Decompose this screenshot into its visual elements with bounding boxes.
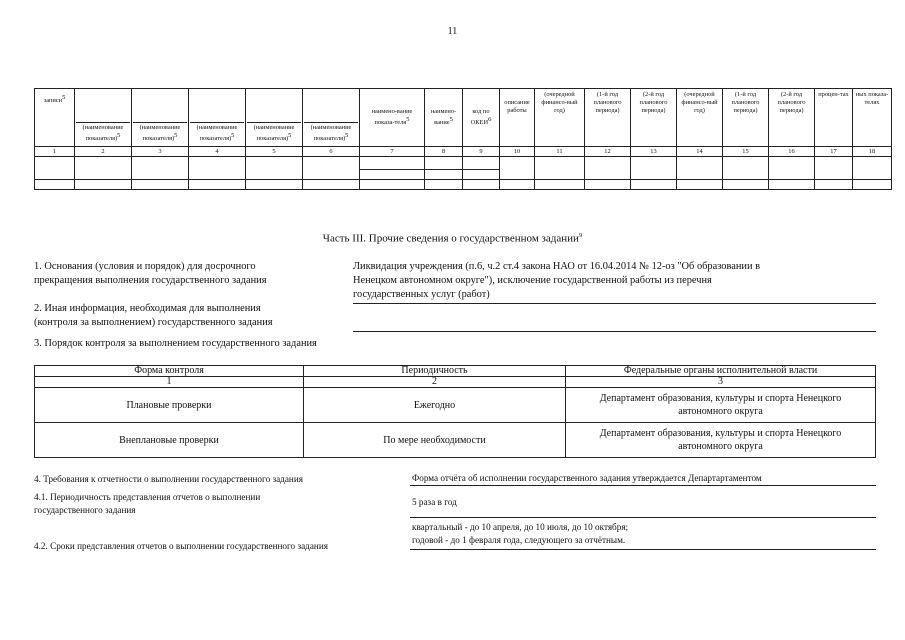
column-number: 9	[463, 147, 500, 157]
table-cell	[677, 180, 723, 190]
table-cell	[35, 180, 75, 190]
table-cell	[535, 180, 585, 190]
section-1-underline	[353, 303, 876, 304]
column-number: 15	[723, 147, 769, 157]
table-cell	[246, 170, 303, 180]
table-cell	[677, 157, 723, 170]
table-cell	[500, 170, 535, 180]
header-col-17: процен-тах	[815, 89, 853, 147]
table-cell	[75, 170, 132, 180]
header-col-16: (2-й год планового периода)	[769, 89, 815, 147]
header-col-1: записи$^5$	[35, 89, 75, 147]
section-4-1-underline	[410, 517, 876, 518]
header-col-6: (наименование показателя)$^5$	[303, 89, 360, 147]
column-number: 10	[500, 147, 535, 157]
section-4-2-label: 4.2. Сроки представления отчетов о выполнении государственного задания	[34, 541, 328, 551]
table-cell	[853, 170, 892, 180]
table-cell	[132, 157, 189, 170]
table-row	[35, 423, 876, 458]
table-cell	[246, 157, 303, 170]
column-number: 11	[535, 147, 585, 157]
control-period: По мере необходимости	[304, 423, 566, 458]
table-cell	[769, 157, 815, 170]
table-cell	[303, 170, 360, 180]
section-2-underline	[353, 331, 876, 332]
table-cell	[463, 170, 500, 180]
column-number: 4	[189, 147, 246, 157]
header-col-8: наимено-вание$^5$	[425, 89, 463, 147]
table-cell	[815, 157, 853, 170]
control-number-3: 3	[566, 377, 876, 388]
table-cell	[815, 180, 853, 190]
column-number: 16	[769, 147, 815, 157]
control-number-2: 2	[304, 377, 566, 388]
indicators-table	[34, 88, 892, 190]
column-number: 13	[631, 147, 677, 157]
table-cell	[303, 180, 360, 190]
table-cell	[132, 170, 189, 180]
control-period: Ежегодно	[304, 388, 566, 423]
table-cell	[425, 180, 463, 190]
column-numbers-row	[35, 147, 892, 157]
column-number: 1	[35, 147, 75, 157]
table-cell	[246, 180, 303, 190]
header-col-7: наимено-вание показа-теля$^5$	[360, 89, 425, 147]
page-number: 11	[447, 26, 458, 37]
table-cell	[631, 170, 677, 180]
table-cell	[463, 157, 500, 170]
control-form: Плановые проверки	[35, 388, 304, 423]
section-4-label: 4. Требования к отчетности о выполнении государственного задания	[34, 474, 303, 484]
table-cell	[723, 180, 769, 190]
table-cell	[189, 170, 246, 180]
table-cell	[75, 180, 132, 190]
column-number: 17	[815, 147, 853, 157]
table-cell	[769, 180, 815, 190]
control-number-1: 1	[35, 377, 304, 388]
header-col-9: код по ОКЕИ$^6$	[463, 89, 500, 147]
control-header-form: Форма контроля	[35, 366, 304, 377]
column-number: 12	[585, 147, 631, 157]
table-cell	[500, 180, 535, 190]
column-number: 3	[132, 147, 189, 157]
column-number: 7	[360, 147, 425, 157]
table-row	[35, 157, 892, 170]
table-cell	[815, 170, 853, 180]
part-title: Часть III. Прочие сведения о государственном задании$^9$	[322, 232, 583, 245]
table-cell	[585, 157, 631, 170]
section-4-2-underline	[410, 549, 876, 550]
column-number: 2	[75, 147, 132, 157]
section-4-1-value: 5 раза в год	[412, 497, 457, 507]
table-cell	[631, 180, 677, 190]
table-cell	[723, 157, 769, 170]
table-cell	[303, 157, 360, 170]
header-col-5: (наименование показателя)$^5$	[246, 89, 303, 147]
control-header-org: Федеральные органы исполнительной власти	[566, 366, 876, 377]
column-number: 5	[246, 147, 303, 157]
header-col-15: (1-й год планового периода)	[723, 89, 769, 147]
header-col-10: описание работы	[500, 89, 535, 147]
table-cell	[35, 157, 75, 170]
table-cell	[425, 170, 463, 180]
table-cell	[585, 180, 631, 190]
table-cell	[500, 157, 535, 170]
table-row	[35, 180, 892, 190]
control-form: Внеплановые проверки	[35, 423, 304, 458]
table-cell	[35, 170, 75, 180]
table-cell	[769, 170, 815, 180]
section-1-label: 1. Основания (условия и порядок) для досрочного прекращения выполнения государственного задания	[34, 261, 267, 286]
header-col-12: (1-й год планового периода)	[585, 89, 631, 147]
table-cell	[360, 170, 425, 180]
table-cell	[677, 170, 723, 180]
table-cell	[723, 170, 769, 180]
table-cell	[535, 170, 585, 180]
section-4-underline	[410, 485, 876, 486]
column-number: 6	[303, 147, 360, 157]
header-col-18: ных показа-телях	[853, 89, 892, 147]
table-cell	[853, 180, 892, 190]
section-4-1-label: 4.1. Периодичность представления отчетов о выполнении государственного задания	[34, 492, 261, 515]
table-cell	[853, 157, 892, 170]
column-number: 18	[853, 147, 892, 157]
column-number: 8	[425, 147, 463, 157]
table-row	[35, 170, 892, 180]
header-col-3: (наименование показателя)$^5$	[132, 89, 189, 147]
control-org: Департамент образования, культуры и спорта Ненецкого автономного округа	[566, 423, 876, 458]
control-table	[34, 365, 876, 458]
section-1-value: Ликвидация учреждения (п.6, ч.2 ст.4 закона НАО от 16.04.2014 № 12-оз "Об образовании в Ненецком автономном округе"), исключение государственной работы из перечня государственных услуг (работ)	[353, 261, 761, 300]
table-cell	[132, 180, 189, 190]
column-number: 14	[677, 147, 723, 157]
table-cell	[189, 157, 246, 170]
table-cell	[535, 157, 585, 170]
section-3-label: 3. Порядок контроля за выполнением государственного задания	[34, 338, 317, 349]
section-4-2-value: квартальный - до 10 апреля, до 10 июля, до 10 октября; годовой - до 1 февраля года, следующего за отчётным.	[412, 522, 629, 545]
table-cell	[585, 170, 631, 180]
table-cell	[189, 180, 246, 190]
section-2-label: 2. Иная информация, необходимая для выполнения (контроля за выполнением) государственного задания	[34, 303, 273, 328]
table-row	[35, 388, 876, 423]
table-cell	[463, 180, 500, 190]
table-cell	[425, 157, 463, 170]
header-col-13: (2-й год планового периода)	[631, 89, 677, 147]
header-col-11: (очередной финансо-вый год)	[535, 89, 585, 147]
control-org: Департамент образования, культуры и спорта Ненецкого автономного округа	[566, 388, 876, 423]
table-cell	[360, 180, 425, 190]
header-col-14: (очередной финансо-вый год)	[677, 89, 723, 147]
header-col-4: (наименование показателя)$^5$	[189, 89, 246, 147]
table-cell	[75, 157, 132, 170]
section-4-value: Форма отчёта об исполнении государственного задания утверждается Департартаментом	[412, 473, 762, 483]
table-cell	[631, 157, 677, 170]
header-col-2: (наименование показателя)$^5$	[75, 89, 132, 147]
control-header-period: Периодичность	[304, 366, 566, 377]
table-cell	[360, 157, 425, 170]
